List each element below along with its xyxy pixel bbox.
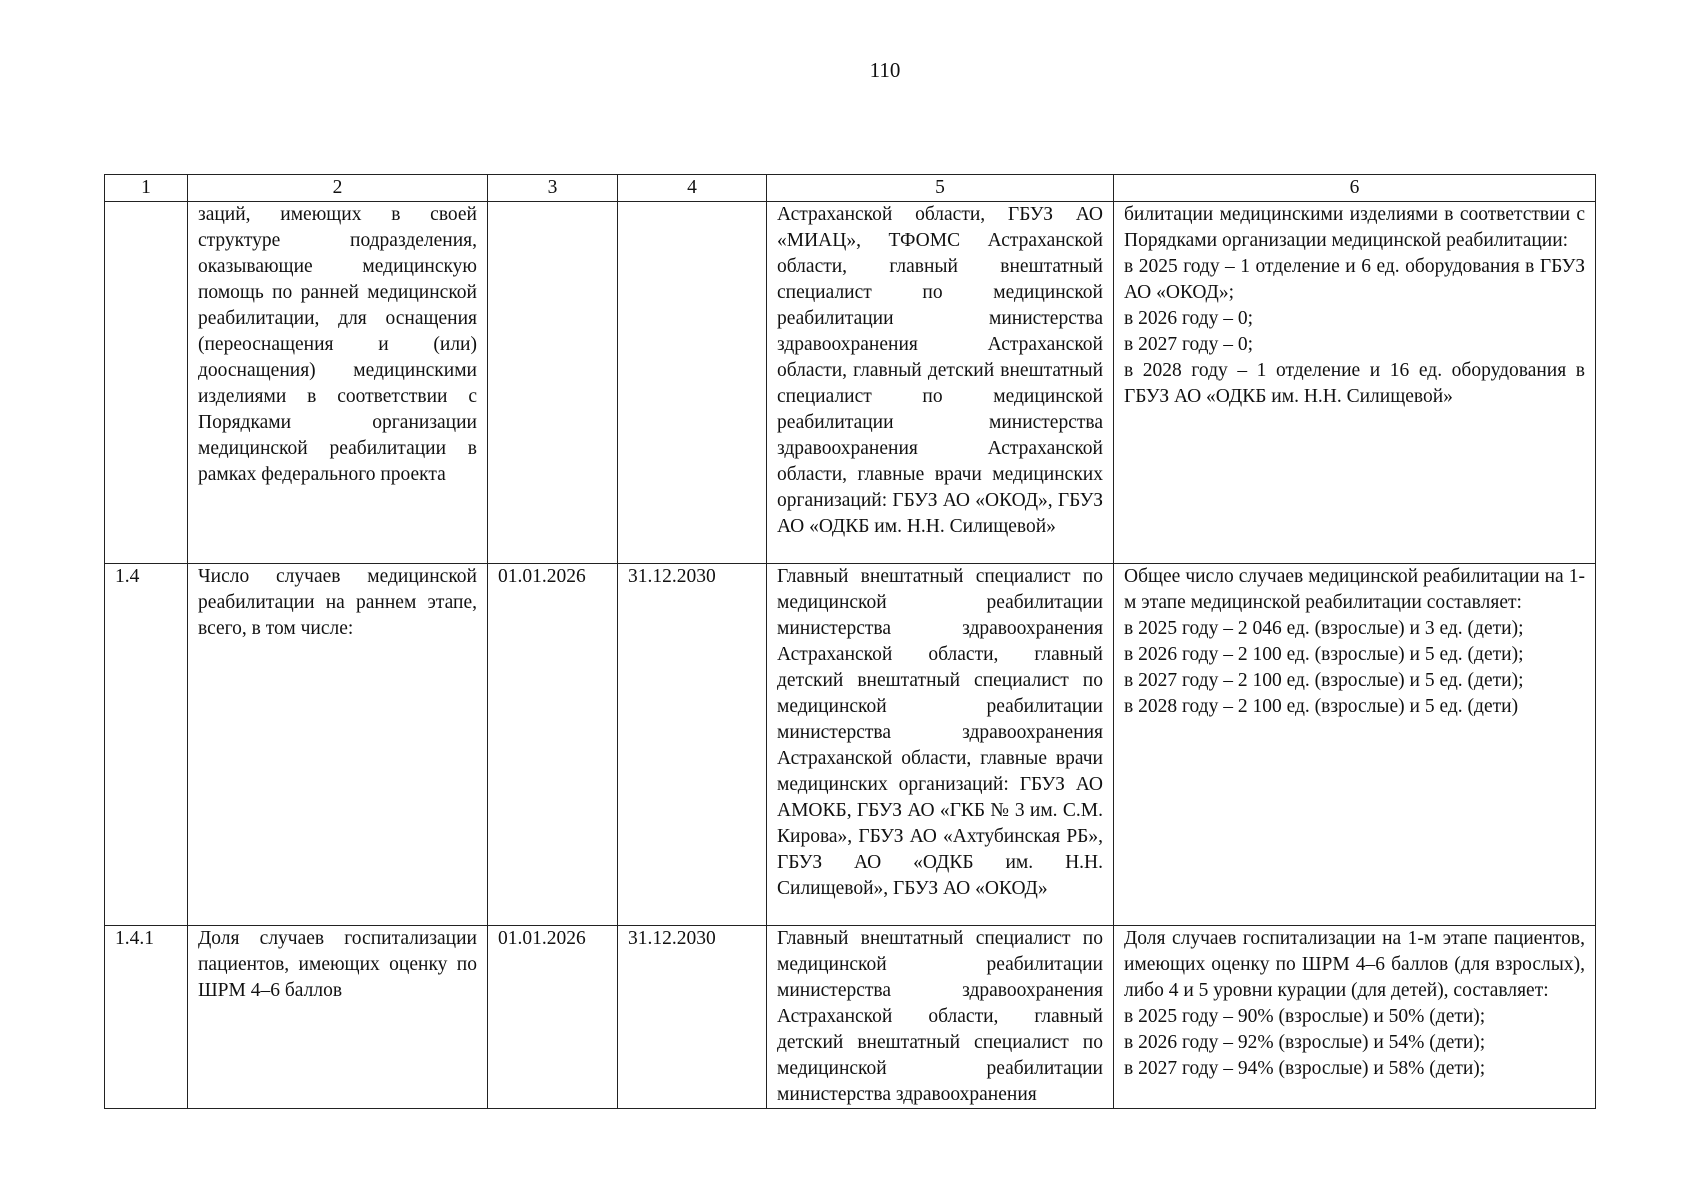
responsible-parties: Главный внештатный специалист по медицинской реабилитации министерства здравоохранения Астраханской области, главный детский внештатный специалист по медицинской реабилитации министерства здравоохранения <box>767 926 1114 1109</box>
end-date: 31.12.2030 <box>618 564 767 926</box>
header-row <box>105 175 1596 202</box>
expected-result <box>1114 926 1596 1109</box>
end-date: 31.12.2030 <box>618 926 767 1109</box>
row-number: 1.4 <box>105 564 188 926</box>
start-date: 01.01.2026 <box>488 926 618 1109</box>
row-number <box>105 202 188 564</box>
result-line: в 2028 году – 1 отделение и 16 ед. оборудования в ГБУЗ АО «ОДКБ им. Н.Н. Силищевой» <box>1124 360 1585 407</box>
result-line: в 2027 году – 2 100 ед. (взрослые) и 5 ед. (дети); <box>1124 670 1524 691</box>
table-row <box>105 926 1596 1109</box>
header-col-6: 6 <box>1114 175 1596 202</box>
result-intro: Доля случаев госпитализации на 1-м этапе пациентов, имеющих оценку по ШРМ 4–6 баллов (для взрослых), либо 4 и 5 уровни курации (для детей), составляет: <box>1124 928 1585 1001</box>
result-line: в 2026 году – 2 100 ед. (взрослые) и 5 ед. (дети); <box>1124 644 1524 665</box>
page-number: 110 <box>869 58 901 82</box>
expected-result <box>1114 564 1596 926</box>
expected-result <box>1114 202 1596 564</box>
activity-description: Доля случаев госпитализации пациентов, имеющих оценку по ШРМ 4–6 баллов <box>188 926 488 1109</box>
result-line: в 2027 году – 94% (взрослые) и 58% (дети); <box>1124 1058 1486 1079</box>
end-date <box>618 202 767 564</box>
start-date <box>488 202 618 564</box>
result-line: в 2025 году – 2 046 ед. (взрослые) и 3 ед. (дети); <box>1124 618 1524 639</box>
result-line: в 2028 году – 2 100 ед. (взрослые) и 5 ед. (дети) <box>1124 696 1519 717</box>
header-col-1: 1 <box>105 175 188 202</box>
result-line: в 2027 году – 0; <box>1124 334 1253 355</box>
result-intro: Общее число случаев медицинской реабилитации на 1-м этапе медицинской реабилитации составляет: <box>1124 566 1585 613</box>
table-row <box>105 564 1596 926</box>
activities-table <box>104 174 1596 1109</box>
header-col-3: 3 <box>488 175 618 202</box>
responsible-parties: Астраханской области, ГБУЗ АО «МИАЦ», ТФОМС Астраханской области, главный внештатный специалист по медицинской реабилитации министерства здравоохранения Астраханской области, главный детский внештатный специалист по медицинской реабилитации министерства здравоохранения Астраханской области, главные врачи медицинских организаций: ГБУЗ АО «ОКОД», ГБУЗ АО «ОДКБ им. Н.Н. Силищевой» <box>767 202 1114 564</box>
result-line: в 2026 году – 92% (взрослые) и 54% (дети); <box>1124 1032 1486 1053</box>
result-line: в 2025 году – 1 отделение и 6 ед. оборудования в ГБУЗ АО «ОКОД»; <box>1124 256 1585 303</box>
header-col-4: 4 <box>618 175 767 202</box>
activity-description: заций, имеющих в своей структуре подразделения, оказывающие медицинскую помощь по ранней медицинской реабилитации, для оснащения (переоснащения и (или) дооснащения) медицинскими изделиями в соответствии с Порядками организации медицинской реабилитации в рамках федерального проекта <box>188 202 488 564</box>
row-number: 1.4.1 <box>105 926 188 1109</box>
header-col-2: 2 <box>188 175 488 202</box>
table-row <box>105 202 1596 564</box>
start-date: 01.01.2026 <box>488 564 618 926</box>
result-line: в 2025 году – 90% (взрослые) и 50% (дети); <box>1124 1006 1486 1027</box>
result-intro: билитации медицинскими изделиями в соответствии с Порядками организации медицинской реабилитации: <box>1124 204 1585 251</box>
header-col-5: 5 <box>767 175 1114 202</box>
activity-description: Число случаев медицинской реабилитации на раннем этапе, всего, в том числе: <box>188 564 488 926</box>
responsible-parties: Главный внештатный специалист по медицинской реабилитации министерства здравоохранения Астраханской области, главный детский внештатный специалист по медицинской реабилитации министерства здравоохранения Астраханской области, главные врачи медицинских организаций: ГБУЗ АО АМОКБ, ГБУЗ АО «ГКБ № 3 им. С.М. Кирова», ГБУЗ АО «Ахтубинская РБ», ГБУЗ АО «ОДКБ им. Н.Н. Силищевой», ГБУЗ АО «ОКОД» <box>767 564 1114 926</box>
result-line: в 2026 году – 0; <box>1124 308 1253 329</box>
